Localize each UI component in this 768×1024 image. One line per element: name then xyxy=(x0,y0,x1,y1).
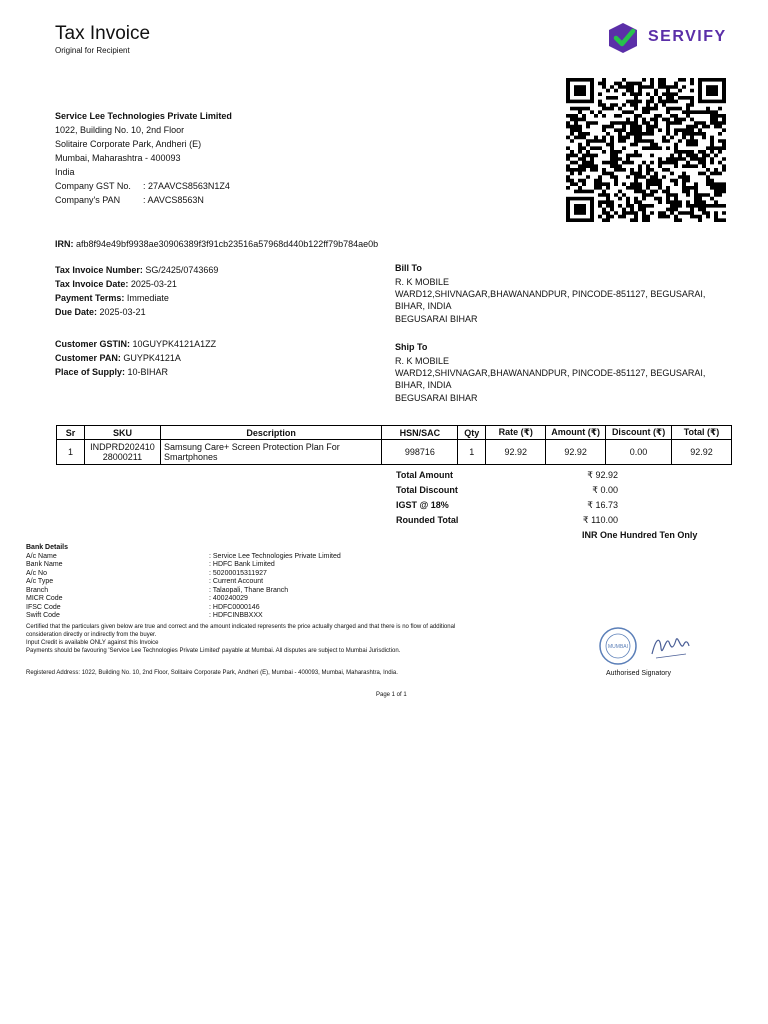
bill-to-address: WARD12,SHIVNAGAR,BHAWANANDPUR, PINCODE-851127, BEGUSARAI, BIHAR, INDIA xyxy=(395,289,706,311)
page-title: Tax Invoice xyxy=(55,23,151,44)
cert-line: Payments should be favouring 'Service Lee Technologies Private Limited' payable at Mumbai. All disputes are subject to Mumbai Jurisdiction. xyxy=(26,648,401,654)
logo-text: SERVIFY xyxy=(648,28,727,45)
bank-row xyxy=(26,612,341,621)
cell-discount: 0.00 xyxy=(606,440,672,465)
cert-line: Input Credit is available ONLY against this Invoice xyxy=(26,640,159,646)
seller-pan-row xyxy=(55,193,232,207)
due-date-label: Due Date: xyxy=(55,307,98,317)
igst-label: IGST @ 18% xyxy=(396,500,449,510)
seller-gst-value: : 27AAVCS8563N1Z4 xyxy=(143,181,230,191)
cert-line: Certified that the particulars given below are true and correct and the amount indicated represents the price actually charged and that there is no flow of additional xyxy=(26,624,456,630)
bill-to-heading: Bill To xyxy=(395,263,422,273)
col-header-discount: Discount (₹) xyxy=(606,426,672,440)
qr-code xyxy=(566,78,726,222)
payment-terms-label: Payment Terms: xyxy=(55,293,125,303)
table-row xyxy=(57,440,732,465)
bank-row xyxy=(26,561,341,570)
total-amount-label: Total Amount xyxy=(396,470,453,480)
bank-row xyxy=(26,595,341,604)
cell-hsn: 998716 xyxy=(382,440,458,465)
bank-row xyxy=(26,587,341,596)
invoice-number-label: Tax Invoice Number: xyxy=(55,265,143,275)
cell-amount: 92.92 xyxy=(546,440,606,465)
cert-line: consideration directly or indirectly from the buyer. xyxy=(26,632,157,638)
bank-row-value: : HDFCINBBXXX xyxy=(209,612,263,619)
col-header-amount: Amount (₹) xyxy=(546,426,606,440)
qr-finder-pattern xyxy=(566,197,594,222)
ship-to-address: WARD12,SHIVNAGAR,BHAWANANDPUR, PINCODE-851127, BEGUSARAI, BIHAR, INDIA xyxy=(395,368,706,390)
irn-row xyxy=(55,239,378,249)
bank-details xyxy=(26,544,341,621)
bank-row-value: : Current Account xyxy=(209,578,264,585)
bank-row xyxy=(26,570,341,579)
bank-row-label: Branch xyxy=(26,586,49,594)
place-of-supply: 10-BIHAR xyxy=(127,367,169,377)
bank-row-label: IFSC Code xyxy=(26,603,61,611)
customer-gstin-label: Customer GSTIN: xyxy=(55,339,131,349)
table-header-row xyxy=(57,426,732,440)
due-date: 2025-03-21 xyxy=(99,307,146,317)
bank-row-value: : 400240029 xyxy=(209,595,248,602)
seller-address-line: Mumbai, Maharashtra - 400093 xyxy=(55,153,181,163)
seller-address-line: India xyxy=(55,167,75,177)
col-header-description: Description xyxy=(160,426,381,440)
col-header-qty: Qty xyxy=(458,426,486,440)
bank-row-value: : 50200015311927 xyxy=(209,569,267,577)
bank-row xyxy=(26,553,341,562)
rounded-total-label: Rounded Total xyxy=(396,515,459,525)
bill-to-city: BEGUSARAI BIHAR xyxy=(395,314,478,324)
seller-pan-label: Company's PAN xyxy=(55,195,121,205)
cell-qty: 1 xyxy=(458,440,486,465)
total-amount-row xyxy=(396,468,618,483)
invoice-date-label: Tax Invoice Date: xyxy=(55,279,129,289)
col-header-hsn: HSN/SAC xyxy=(382,426,458,440)
bank-row-value: : Talaopali, Thane Branch xyxy=(209,586,289,594)
bank-row-label: A/c Name xyxy=(26,552,57,560)
rounded-total-row xyxy=(396,513,618,528)
cell-sku: INDPRD202410 28000211 xyxy=(84,440,160,465)
cell-description: Samsung Care+ Screen Protection Plan For Smartphones xyxy=(160,440,381,465)
seller-name: Service Lee Technologies Private Limited xyxy=(55,111,232,121)
customer-gstin: 10GUYPK4121A1ZZ xyxy=(132,339,217,349)
bank-row-label: MICR Code xyxy=(26,595,63,602)
stamp-text: MUMBAI xyxy=(608,644,628,650)
customer-info xyxy=(55,337,216,379)
irn-value: afb8f94e49bf9938ae30906389f3f91cb23516a57968d440b122ff79b784ae0b xyxy=(76,239,379,249)
bank-row-value: : HDFC Bank Limited xyxy=(209,561,275,568)
ship-to-block xyxy=(395,340,735,405)
cell-sr: 1 xyxy=(57,440,85,465)
servify-logo-mark-icon xyxy=(606,22,644,54)
bank-row-value: : Service Lee Technologies Private Limited xyxy=(209,552,341,560)
qr-finder-pattern xyxy=(566,78,594,103)
items-table xyxy=(56,425,732,465)
cell-total: 92.92 xyxy=(672,440,732,465)
payment-terms: Immediate xyxy=(126,293,169,303)
seller-pan-value: : AAVCS8563N xyxy=(143,195,204,205)
seller-gst-label: Company GST No. xyxy=(55,181,131,191)
total-amount-value: ₹ 92.92 xyxy=(587,470,618,480)
servify-logo xyxy=(606,22,738,54)
customer-pan: GUYPK4121A xyxy=(123,353,181,363)
col-header-total: Total (₹) xyxy=(672,426,732,440)
irn-label: IRN: xyxy=(55,239,74,249)
amount-in-words: INR One Hundred Ten Only xyxy=(582,530,698,540)
company-stamp xyxy=(598,626,638,666)
bank-row-label: A/c Type xyxy=(26,578,54,585)
col-header-rate: Rate (₹) xyxy=(486,426,546,440)
seller-gst-row xyxy=(55,179,232,193)
invoice-info xyxy=(55,263,218,319)
bank-row-label: Swift Code xyxy=(26,612,60,619)
rounded-total-value: ₹ 110.00 xyxy=(582,515,618,525)
seller-block xyxy=(55,109,232,207)
total-discount-row xyxy=(396,483,618,498)
col-header-sku: SKU xyxy=(84,426,160,440)
ship-to-heading: Ship To xyxy=(395,342,428,352)
col-header-sr: Sr xyxy=(57,426,85,440)
customer-pan-label: Customer PAN: xyxy=(55,353,121,363)
signature xyxy=(648,628,692,664)
authorised-signatory: Authorised Signatory xyxy=(606,670,671,677)
cell-rate: 92.92 xyxy=(486,440,546,465)
bank-row-label: Bank Name xyxy=(26,561,63,568)
seller-address-line: 1022, Building No. 10, 2nd Floor xyxy=(55,125,185,135)
page-number: Page 1 of 1 xyxy=(376,692,407,698)
seller-address-line: Solitaire Corporate Park, Andheri (E) xyxy=(55,139,202,149)
bank-heading: Bank Details xyxy=(26,544,69,551)
igst-value: ₹ 16.73 xyxy=(587,500,618,510)
total-discount-label: Total Discount xyxy=(396,485,458,495)
bank-row xyxy=(26,604,341,613)
ship-to-city: BEGUSARAI BIHAR xyxy=(395,393,478,403)
totals-block xyxy=(396,468,618,528)
ship-to-name: R. K MOBILE xyxy=(395,356,450,366)
bill-to-name: R. K MOBILE xyxy=(395,277,450,287)
bill-to-block xyxy=(395,261,735,326)
igst-row xyxy=(396,498,618,513)
invoice-number: SG/2425/0743669 xyxy=(145,265,219,275)
certification-text xyxy=(26,623,536,655)
registered-address: Registered Address: 1022, Building No. 10, 2nd Floor, Solitaire Corporate Park, Andheri (E), Mumbai - 400093, Mumbai, Maharashtra, India. xyxy=(26,670,398,676)
bank-row-value: : HDFC0000146 xyxy=(209,603,260,611)
bank-row-label: A/c No xyxy=(26,569,48,577)
bank-row xyxy=(26,578,341,587)
total-discount-value: ₹ 0.00 xyxy=(592,485,618,495)
page-subtitle: Original for Recipient xyxy=(55,46,130,55)
invoice-date: 2025-03-21 xyxy=(130,279,177,289)
qr-finder-pattern xyxy=(698,78,726,103)
place-of-supply-label: Place of Supply: xyxy=(55,367,126,377)
